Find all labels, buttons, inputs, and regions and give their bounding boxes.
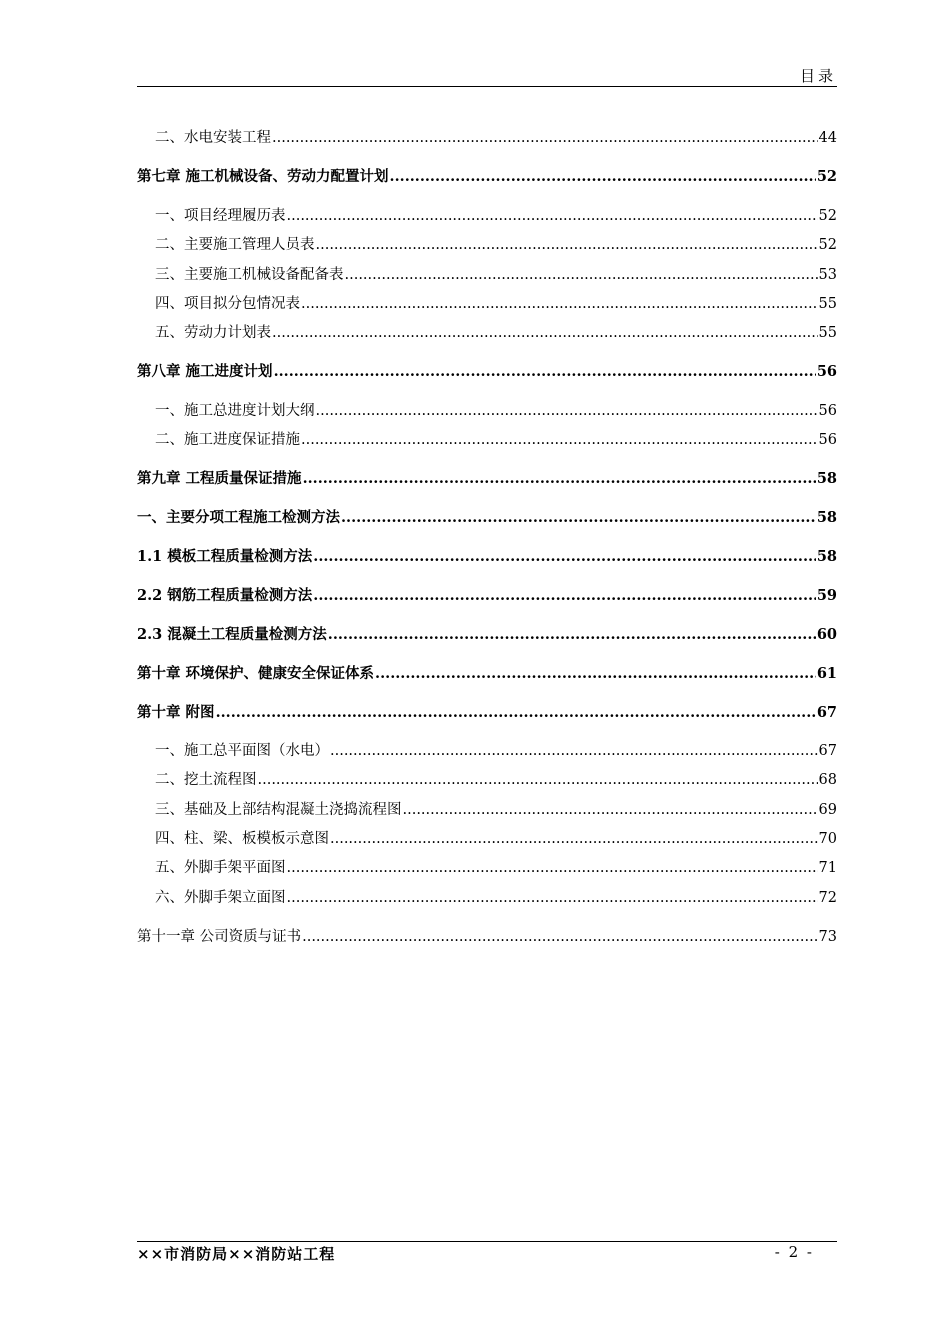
toc-entry-page: 55 — [818, 325, 837, 341]
toc-entry-page: 68 — [818, 772, 837, 788]
toc-entry-title: 第十一章 公司资质与证书 — [137, 929, 302, 945]
toc-entry-page: 52 — [816, 168, 837, 185]
toc-entry-page: 60 — [816, 626, 837, 643]
toc-entry[interactable] — [155, 737, 837, 761]
footer-page-number: - 2 - — [774, 1243, 814, 1261]
toc-entry-page: 72 — [818, 890, 837, 906]
toc-entry[interactable] — [137, 543, 837, 567]
toc-entry-title: 三、主要施工机械设备配备表 — [155, 267, 344, 283]
toc-entry-title: 四、项目拟分包情况表 — [155, 296, 300, 312]
toc-entry-title: 二、水电安装工程 — [155, 130, 271, 146]
toc-entry-title: 一、施工总平面图（水电） — [155, 743, 329, 759]
toc-entry[interactable] — [137, 699, 837, 723]
toc-entry-page: 69 — [818, 802, 837, 818]
toc-dot-leader — [375, 664, 816, 684]
toc-entry-title: 三、基础及上部结构混凝土浇捣流程图 — [155, 802, 402, 818]
toc-entry[interactable] — [155, 796, 837, 820]
toc-dot-leader — [313, 586, 816, 606]
toc-dot-leader — [403, 800, 818, 820]
toc-entry-title: 二、主要施工管理人员表 — [155, 237, 315, 253]
toc-entry[interactable] — [137, 358, 837, 382]
toc-entry-page: 58 — [816, 509, 837, 526]
toc-entry-page: 61 — [816, 665, 837, 682]
toc-entry[interactable] — [155, 854, 837, 878]
toc-entry-page: 71 — [818, 860, 837, 876]
footer-rule — [137, 1241, 837, 1242]
toc-dot-leader — [216, 703, 816, 723]
toc-entry-title: 第八章 施工进度计划 — [137, 363, 273, 380]
toc-dot-leader — [301, 430, 818, 450]
toc-entry[interactable] — [137, 923, 837, 947]
toc-entry-title: 一、主要分项工程施工检测方法 — [137, 509, 340, 526]
toc-entry-page: 52 — [818, 208, 837, 224]
toc-entry-page: 67 — [816, 704, 837, 721]
toc-entry-page: 44 — [818, 130, 837, 146]
toc-entry-title: 一、施工总进度计划大纲 — [155, 403, 315, 419]
toc-entry-page: 56 — [816, 363, 837, 380]
toc-entry-title: 二、挖土流程图 — [155, 772, 257, 788]
toc-entry[interactable] — [137, 465, 837, 489]
toc-entry-title: 第七章 施工机械设备、劳动力配置计划 — [137, 168, 389, 185]
toc-entry-page: 59 — [816, 587, 837, 604]
toc-entry[interactable] — [155, 290, 837, 314]
toc-dot-leader — [313, 547, 816, 567]
toc-entry-page: 56 — [818, 403, 837, 419]
toc-entry-title: 五、外脚手架平面图 — [155, 860, 286, 876]
toc-entry[interactable] — [137, 660, 837, 684]
toc-dot-leader — [345, 265, 818, 285]
toc-entry-title: 一、项目经理履历表 — [155, 208, 286, 224]
toc-entry-page: 58 — [816, 548, 837, 565]
toc-entry-title: 2.2 钢筋工程质量检测方法 — [137, 587, 313, 604]
toc-entry[interactable] — [155, 261, 837, 285]
toc-dot-leader — [287, 858, 818, 878]
toc-dot-leader — [330, 829, 818, 849]
toc-entry-title: 二、施工进度保证措施 — [155, 432, 300, 448]
toc-entry[interactable] — [155, 884, 837, 908]
toc-dot-leader — [274, 362, 816, 382]
toc-entry-title: 第十章 环境保护、健康安全保证体系 — [137, 665, 375, 682]
header-rule — [137, 86, 837, 87]
toc-dot-leader — [287, 206, 818, 226]
toc-entry-title: 第九章 工程质量保证措施 — [137, 470, 302, 487]
toc-entry-page: 67 — [818, 743, 837, 759]
toc-dot-leader — [316, 235, 818, 255]
footer-project-name: ××市消防局××消防站工程 — [137, 1245, 336, 1263]
toc-entry-page: 56 — [818, 432, 837, 448]
toc-entry[interactable] — [155, 766, 837, 790]
toc-entry[interactable] — [155, 397, 837, 421]
toc-entry[interactable] — [155, 319, 837, 343]
toc-entry[interactable] — [155, 202, 837, 226]
toc-entry[interactable] — [137, 163, 837, 187]
toc-dot-leader — [302, 927, 817, 947]
header-label: 目录 — [799, 67, 836, 85]
toc-dot-leader — [303, 469, 816, 489]
toc-entry[interactable] — [137, 621, 837, 645]
toc-dot-leader — [341, 508, 816, 528]
toc-dot-leader — [287, 888, 818, 908]
toc-dot-leader — [272, 323, 818, 343]
toc-entry-page: 58 — [816, 470, 837, 487]
toc-entry-page: 73 — [818, 929, 837, 945]
toc-entry-title: 1.1 模板工程质量检测方法 — [137, 548, 313, 565]
toc-entry-page: 55 — [818, 296, 837, 312]
toc-entry-page: 53 — [818, 267, 837, 283]
toc-dot-leader — [328, 625, 816, 645]
toc-entry-title: 四、柱、梁、板模板示意图 — [155, 831, 329, 847]
toc-dot-leader — [316, 401, 818, 421]
toc-entry-title: 六、外脚手架立面图 — [155, 890, 286, 906]
toc-entry-page: 70 — [818, 831, 837, 847]
toc-entry[interactable] — [155, 124, 837, 148]
toc-dot-leader — [330, 741, 818, 761]
toc-entry-title: 2.3 混凝土工程质量检测方法 — [137, 626, 327, 643]
toc-entry[interactable] — [155, 231, 837, 255]
toc-dot-leader — [258, 770, 818, 790]
toc-entry[interactable] — [155, 426, 837, 450]
toc-entry-title: 第十章 附图 — [137, 704, 215, 721]
toc-dot-leader — [272, 128, 818, 148]
toc-entry[interactable] — [137, 582, 837, 606]
toc-entry-title: 五、劳动力计划表 — [155, 325, 271, 341]
toc-entry[interactable] — [137, 504, 837, 528]
toc-dot-leader — [390, 167, 816, 187]
toc-entry-page: 52 — [818, 237, 837, 253]
toc-dot-leader — [301, 294, 818, 314]
toc-entry[interactable] — [155, 825, 837, 849]
